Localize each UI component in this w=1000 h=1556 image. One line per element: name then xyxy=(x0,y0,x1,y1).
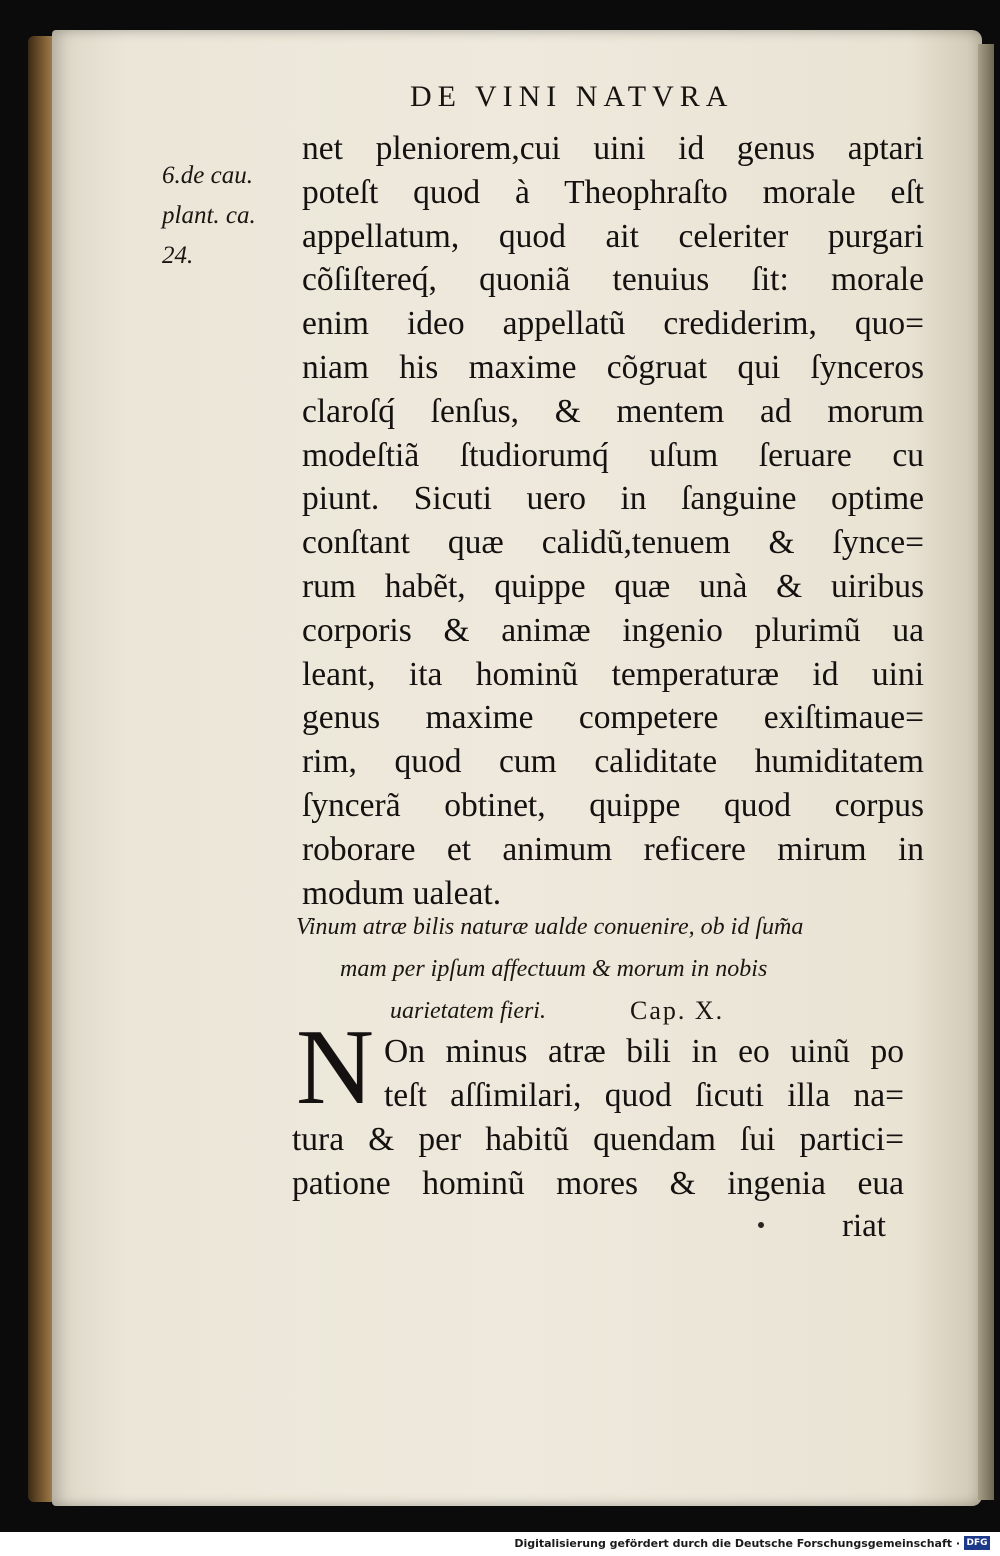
text-line: niam his maxime cõgruat qui ſynceros xyxy=(302,348,924,386)
chapter-heading-line: Vinum atræ bilis naturæ ualde conuenire, ob id ſum̃a xyxy=(296,914,804,940)
catchword: riat xyxy=(842,1208,886,1244)
margin-note xyxy=(162,156,282,276)
drop-cap: N xyxy=(296,1008,374,1127)
text-line: genus maxime competere exiſtimaue= xyxy=(302,699,924,737)
text-line: On minus atræ bili in eo uinũ po xyxy=(384,1033,904,1070)
text-line: net pleniorem,cui uini id genus aptari xyxy=(302,130,924,167)
body-text xyxy=(302,127,924,915)
text-line: teſt aſſimilari, quod ſicuti illa na= xyxy=(384,1077,904,1114)
text-line: cõſiſtereq́, quoniã tenuius ſit: morale xyxy=(302,261,924,299)
text-line: claroſq́ ſenſus, & mentem ad morum xyxy=(302,392,924,430)
footer-credit: Digitalisierung gefördert durch die Deutsche Forschungsgemeinschaft · xyxy=(514,1537,960,1550)
chapter-number: Cap. X. xyxy=(629,996,725,1025)
text-line: leant, ita hominũ temperaturæ id uini xyxy=(302,655,924,693)
running-head: DE VINI NATVRA xyxy=(410,80,734,113)
page-edge xyxy=(978,44,994,1500)
text-line: enim ideo appellatũ crediderim, quo= xyxy=(302,305,924,343)
text-line: modeſtiã ſtudiorumq́ uſum ſeruare cu xyxy=(302,436,924,474)
text-line: appellatum, quod ait celeriter purgari xyxy=(302,217,924,255)
text-line: ſyncerã obtinet, quippe quod corpus xyxy=(302,786,924,824)
paragraph-text xyxy=(292,1118,904,1206)
margin-note-line: plant. ca. xyxy=(162,202,256,229)
dfg-logo-icon: DFG xyxy=(964,1536,990,1550)
chapter-heading-end: uarietatem fieri. xyxy=(390,998,546,1024)
text-line: modum ualeat. xyxy=(302,874,502,912)
signature-mark xyxy=(758,1222,764,1228)
chapter-heading xyxy=(296,906,912,1032)
text-line: poteſt quod à Theophraſto morale eſt xyxy=(302,173,924,211)
text-line: patione hominũ mores & ingenia eua xyxy=(292,1165,904,1202)
margin-note-line: 24. xyxy=(162,242,194,269)
chapter-heading-line: mam per ipſum affectuum & morum in nobis xyxy=(340,956,768,982)
margin-note-line: 6.de cau. xyxy=(162,162,253,189)
text-line: roborare et animum reficere mirum in xyxy=(302,830,924,868)
drop-cap-text xyxy=(384,1030,904,1118)
text-line: tura & per habitũ quendam ſui partici= xyxy=(292,1121,904,1158)
chapter-heading-line xyxy=(296,990,912,1032)
text-line: rim, quod cum caliditate humiditatem xyxy=(302,743,924,781)
text-line: corporis & animæ ingenio plurimũ ua xyxy=(302,611,924,649)
text-line: conſtant quæ calidũ,tenuem & ſynce= xyxy=(302,524,924,562)
text-line: piunt. Sicuti uero in ſanguine optime xyxy=(302,480,924,518)
text-line: rum habẽt, quippe quæ unà & uiribus xyxy=(302,567,924,605)
